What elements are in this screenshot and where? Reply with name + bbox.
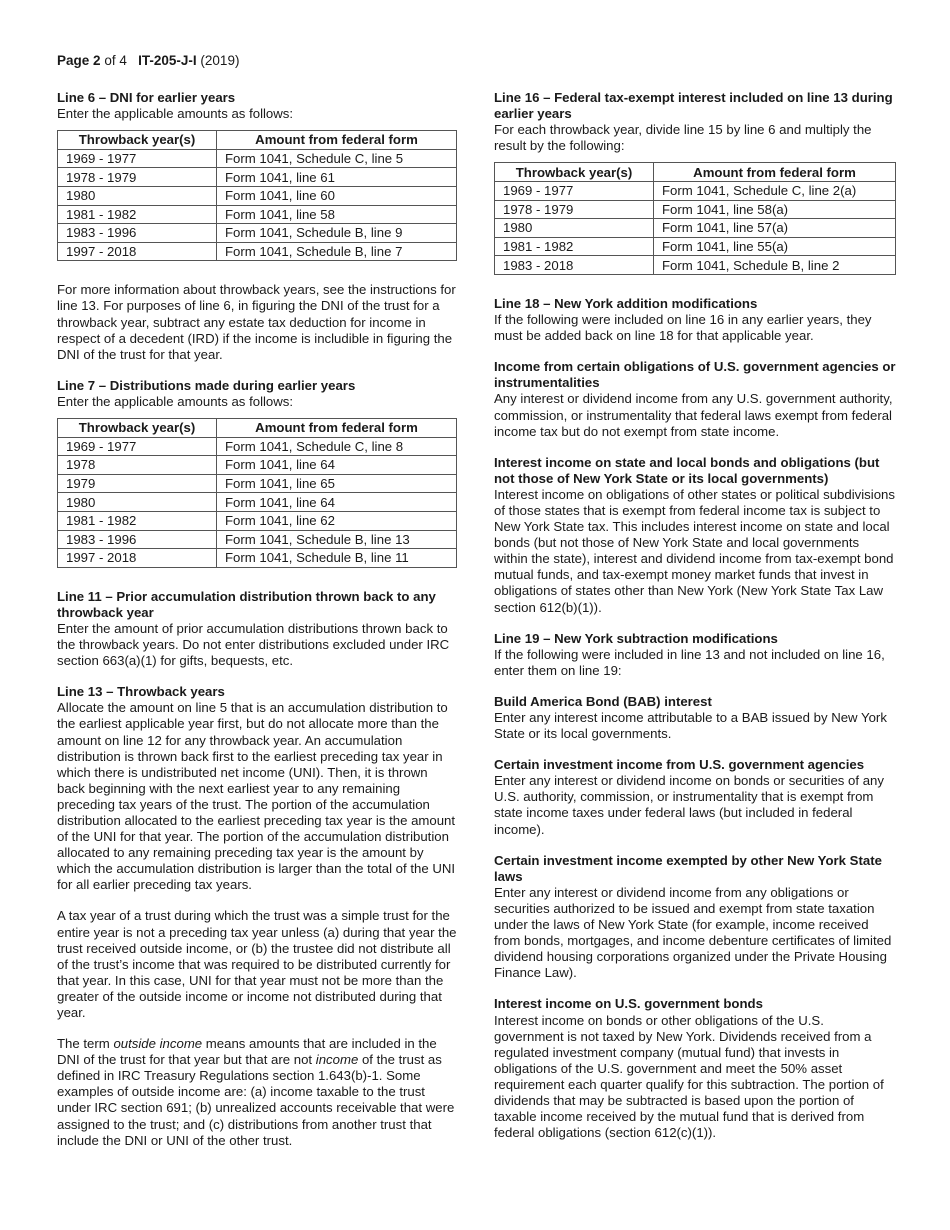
line-16-title: Line 16 – Federal tax-exempt interest included on line 13 during earlier years xyxy=(494,90,893,122)
table-row xyxy=(58,168,457,187)
section-ny-laws xyxy=(494,853,896,982)
section-bab xyxy=(494,694,896,742)
section-line-16 xyxy=(494,90,896,275)
cell-form: Form 1041, Schedule C, line 5 xyxy=(217,149,457,168)
cell-form: Form 1041, line 55(a) xyxy=(654,237,896,256)
cell-form: Form 1041, Schedule B, line 11 xyxy=(217,549,457,568)
section-line-6 xyxy=(57,90,457,363)
state-local-body: Interest income on obligations of other states or political subdivisions of those states that is exempt from federal income tax is subject to New York State tax. This includes interest income on state and local bonds (but not those of New York State and local governments within the state), interest and dividend income from tax-exempt bond mutual funds, and tax-exempt money market funds that invest in obligations of states other than New York (New York State Tax Law section 612(b)(1)). xyxy=(494,486,895,615)
line-6-table xyxy=(57,130,457,261)
cell-form: Form 1041, line 64 xyxy=(217,456,457,475)
line-18-title: Line 18 – New York addition modifications xyxy=(494,295,758,311)
cell-form: Form 1041, Schedule B, line 2 xyxy=(654,256,896,275)
table-row xyxy=(58,474,457,493)
cell-form: Form 1041, line 60 xyxy=(217,186,457,205)
section-gov-bonds xyxy=(494,996,896,1141)
line-13-title: Line 13 – Throwback years xyxy=(57,684,225,700)
cell-form: Form 1041, line 58(a) xyxy=(654,200,896,219)
cell-year: 1978 xyxy=(58,456,217,475)
section-line-18 xyxy=(494,296,896,344)
bab-body: Enter any interest income attributable to a BAB issued by New York State or its local governments. xyxy=(494,710,887,742)
cell-year: 1978 - 1979 xyxy=(495,200,654,219)
table-row xyxy=(495,181,896,200)
gov-bonds-body: Interest income on bonds or other obligations of the U.S. government is not taxed by New York. Dividends received from a regulated investment company (mutual fund) that invests in obligations of the U.S. government and meet the 50% asset requirement each quarter qualify for this subtraction. The portion of dividends that may be subtracted is based upon the portion of taxable income received by the mutual fund that is derived from federal obligations (section 612(c)(1)). xyxy=(494,1012,884,1141)
section-line-13 xyxy=(57,684,457,1149)
table-header-row xyxy=(58,131,457,150)
section-line-11 xyxy=(57,589,457,669)
cell-year: 1978 - 1979 xyxy=(58,168,217,187)
section-line-7 xyxy=(57,378,457,568)
line-13-para-1: Allocate the amount on line 5 that is an accumulation distribution to the earliest applicable year first, but do not allocate more than the amount on line 12 for any throwback year. An accumulation distribution is thrown back first to the earliest preceding tax year in which there is undistributed net income (UNI). Then, it is thrown back beginning with the next earliest year to any remaining preceding tax years of the trust. The portion of the accumulation distribution allocated to the earliest preceding tax year is the amount of the UNI for that year. The portion of the accumulation distribution allocated to any remaining preceding tax year is the amount by which the accumulation distribution is larger than the total of the UNI for all earlier preceding tax years. xyxy=(57,700,456,893)
cell-year: 1980 xyxy=(495,219,654,238)
line-16-table xyxy=(494,162,896,275)
line-7-title: Line 7 – Distributions made during earlier years xyxy=(57,377,356,393)
cell-form: Form 1041, line 58 xyxy=(217,205,457,224)
text-run: The term xyxy=(57,1036,114,1052)
line-19-body: If the following were included in line 13 and not included on line 16, enter them on line 19: xyxy=(494,646,885,678)
cell-year: 1997 - 2018 xyxy=(58,242,217,261)
agencies-body: Enter any interest or dividend income on bonds or securities of any U.S. authority, commission, or instrumentality that is exempt from state income taxes under federal laws (but included in federal income). xyxy=(494,773,884,837)
col-federal-form: Amount from federal form xyxy=(217,419,457,438)
cell-year: 1981 - 1982 xyxy=(58,205,217,224)
cell-year: 1969 - 1977 xyxy=(58,149,217,168)
cell-year: 1981 - 1982 xyxy=(58,511,217,530)
line-11-title: Line 11 – Prior accumulation distribution thrown back to any throwback year xyxy=(57,588,436,620)
ny-laws-title: Certain investment income exempted by other New York State laws xyxy=(494,852,882,884)
cell-year: 1980 xyxy=(58,186,217,205)
table-row xyxy=(58,493,457,512)
gov-bonds-title: Interest income on U.S. government bonds xyxy=(494,996,763,1012)
line-16-intro: For each throwback year, divide line 15 by line 6 and multiply the result by the following: xyxy=(494,122,872,154)
col-throwback-year: Throwback year(s) xyxy=(58,419,217,438)
table-row xyxy=(58,530,457,549)
table-row xyxy=(58,511,457,530)
text-run: of the trust as defined in IRC Treasury Regulations section 1.643(b)-1. Some examples of outside income are: (a) income taxable to the trust under IRC section 691; (b) unrealized accounts receivable that were assigned to the trust; and (c) distributions from another trust that include the DNI or UNI of the other trust. xyxy=(57,1052,455,1148)
obligations-title: Income from certain obligations of U.S. government agencies or instrumentalities xyxy=(494,359,896,391)
page-number: 2 xyxy=(93,53,101,68)
table-row xyxy=(495,237,896,256)
form-year: (2019) xyxy=(200,53,240,68)
table-header-row xyxy=(58,419,457,438)
col-throwback-year: Throwback year(s) xyxy=(58,131,217,150)
cell-form: Form 1041, Schedule C, line 8 xyxy=(217,437,457,456)
line-18-body: If the following were included on line 16 in any earlier years, they must be added back on line 18 for that applicable year. xyxy=(494,312,872,344)
section-agencies xyxy=(494,757,896,837)
table-row xyxy=(58,205,457,224)
term-outside-income: outside income xyxy=(113,1036,203,1052)
cell-form: Form 1041, Schedule B, line 9 xyxy=(217,224,457,243)
line-6-note: For more information about throwback years, see the instructions for line 13. For purposes of line 6, in figuring the DNI of the trust for a throwback year, subtract any estate tax deduction for income in respect of a decedent (IRD) if the income is includible in figuring the DNI of the trust for that year. xyxy=(57,282,456,362)
col-federal-form: Amount from federal form xyxy=(654,163,896,182)
line-11-body: Enter the amount of prior accumulation distributions thrown back to the throwback years. Do not enter distributions excluded under IRC section 663(a)(1) for gifts, bequests, etc. xyxy=(57,620,450,669)
cell-form: Form 1041, line 65 xyxy=(217,474,457,493)
bab-title: Build America Bond (BAB) interest xyxy=(494,693,712,709)
cell-year: 1997 - 2018 xyxy=(58,549,217,568)
cell-form: Form 1041, line 61 xyxy=(217,168,457,187)
section-obligations xyxy=(494,359,896,439)
table-row xyxy=(495,256,896,275)
section-state-local-bonds xyxy=(494,455,896,616)
line-7-intro: Enter the applicable amounts as follows: xyxy=(57,393,294,409)
cell-year: 1979 xyxy=(58,474,217,493)
text-run: means amounts that are included in the DNI of the trust for that year but that are not xyxy=(57,1036,437,1068)
page-header xyxy=(57,53,239,69)
left-column xyxy=(57,90,457,1149)
table-row xyxy=(58,186,457,205)
cell-form: Form 1041, Schedule C, line 2(a) xyxy=(654,181,896,200)
ny-laws-body: Enter any interest or dividend income from any obligations or securities authorized to be issued and exempt from state taxation under the laws of New York State (for example, income received from bonds, mortgages, and income debenture certificates of limited dividend housing corporations organized under the Private Housing Finance Law). xyxy=(494,884,892,981)
page-of: of 4 xyxy=(104,53,127,68)
cell-year: 1983 - 1996 xyxy=(58,224,217,243)
table-row xyxy=(58,149,457,168)
cell-year: 1969 - 1977 xyxy=(58,437,217,456)
term-income: income xyxy=(315,1052,359,1068)
table-row xyxy=(58,437,457,456)
cell-year: 1969 - 1977 xyxy=(495,181,654,200)
line-6-intro: Enter the applicable amounts as follows: xyxy=(57,106,294,122)
line-13-para-2: A tax year of a trust during which the trust was a simple trust for the entire year is not a preceding tax year unless (a) during that year the trust received outside income, or (b) the trustee did not distribute all of the trust’s income that was required to be distributed currently for that year. In this case, UNI for that year must not be more than the greater of the outside income or income not distributed during that year. xyxy=(57,908,457,1020)
cell-year: 1981 - 1982 xyxy=(495,237,654,256)
line-6-title: Line 6 – DNI for earlier years xyxy=(57,90,236,105)
cell-year: 1980 xyxy=(58,493,217,512)
obligations-body: Any interest or dividend income from any U.S. government authority, commission, or instrumentality that federal laws exempt from federal income tax but do not exempt from state income. xyxy=(494,391,893,439)
table-row xyxy=(495,219,896,238)
cell-form: Form 1041, Schedule B, line 7 xyxy=(217,242,457,261)
table-row xyxy=(58,224,457,243)
page-label: Page xyxy=(57,53,90,68)
cell-form: Form 1041, line 62 xyxy=(217,511,457,530)
col-federal-form: Amount from federal form xyxy=(217,131,457,150)
cell-form: Form 1041, Schedule B, line 13 xyxy=(217,530,457,549)
table-row xyxy=(58,456,457,475)
section-line-19 xyxy=(494,631,896,679)
cell-form: Form 1041, line 57(a) xyxy=(654,219,896,238)
line-19-title: Line 19 – New York subtraction modifications xyxy=(494,630,778,646)
line-13-para-3 xyxy=(57,1036,457,1149)
table-header-row xyxy=(495,163,896,182)
line-7-table xyxy=(57,418,457,568)
form-number: IT-205-J-I xyxy=(138,53,197,68)
state-local-title: Interest income on state and local bonds and obligations (but not those of New York State or its local governments) xyxy=(494,454,880,486)
table-row xyxy=(58,242,457,261)
cell-form: Form 1041, line 64 xyxy=(217,493,457,512)
table-row xyxy=(58,549,457,568)
cell-year: 1983 - 1996 xyxy=(58,530,217,549)
cell-year: 1983 - 2018 xyxy=(495,256,654,275)
col-throwback-year: Throwback year(s) xyxy=(495,163,654,182)
right-column xyxy=(494,90,896,1141)
agencies-title: Certain investment income from U.S. government agencies xyxy=(494,757,865,773)
table-row xyxy=(495,200,896,219)
